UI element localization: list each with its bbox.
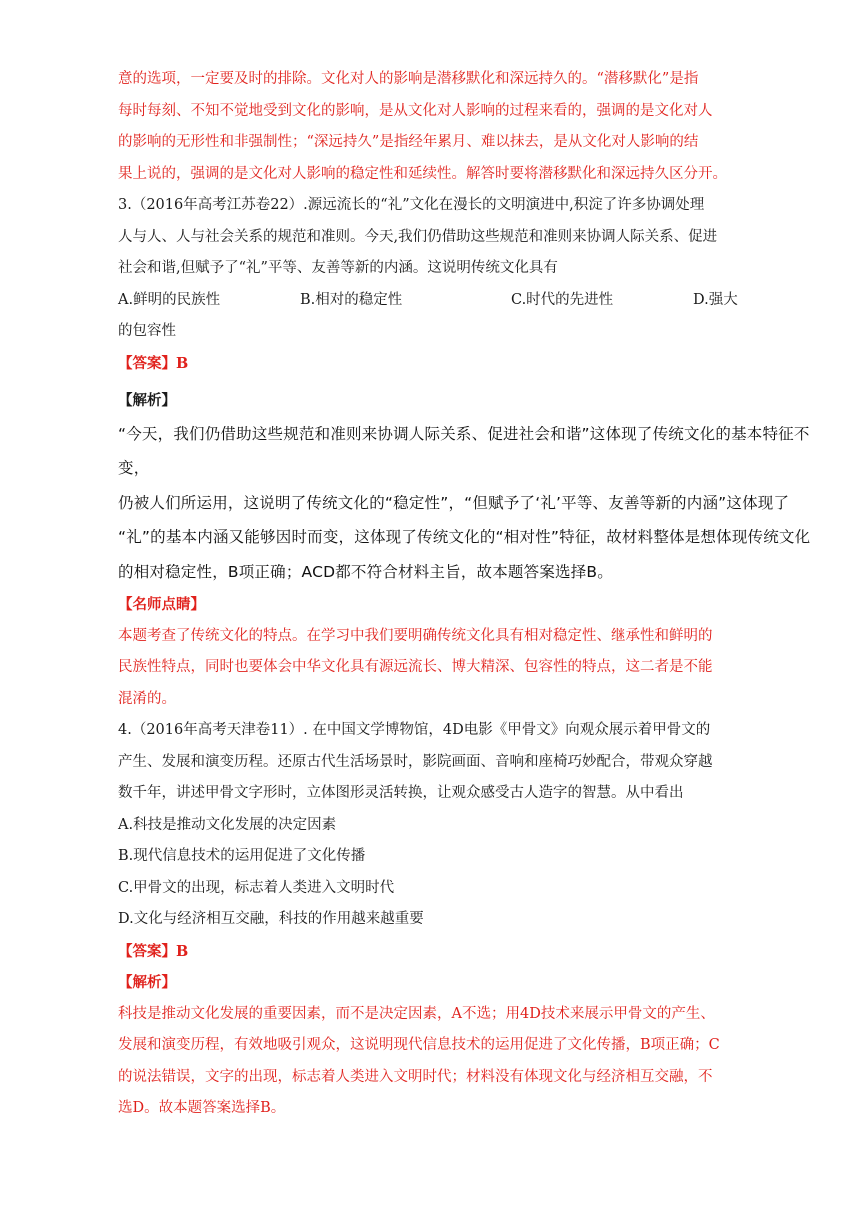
- option-a: A.鲜明的民族性: [118, 291, 221, 308]
- option-d-continuation: 的包容性: [118, 323, 176, 339]
- analysis-scan-line: 仍被人们所运用，这说明了传统文化的“稳定性”，“但赋予了‘礼’平等、友善等新的内涵”这体现了: [118, 493, 790, 512]
- question-3-stem: 3.（2016年高考江苏卷22）.源远流长的“礼”文化在漫长的文明演进中,积淀了许多协调处理: [118, 197, 705, 213]
- question-4-stem: 数千年，讲述甲骨文字形时，立体图形灵活转换，让观众感受古人造字的智慧。从中看出: [118, 785, 684, 801]
- question-3-stem: 社会和谐,但赋予了“礼”平等、友善等新的内涵。这说明传统文化具有: [118, 260, 558, 276]
- analysis-line: 的说法错误，文字的出现，标志着人类进入文明时代；材料没有体现文化与经济相互交融，不: [118, 1068, 713, 1085]
- option-c: C.时代的先进性: [511, 291, 614, 308]
- analysis-line: 选D。故本题答案选择B。: [118, 1100, 286, 1116]
- analysis-line: 发展和演变历程，有效地吸引观众，这说明现代信息技术的运用促进了文化传播，B项正确；C: [118, 1037, 720, 1053]
- analysis-scan-line: 的相对稳定性，B项正确；ACD都不符合材料主旨，故本题答案选择B。: [118, 562, 613, 581]
- analysis-line: 科技是推动文化发展的重要因素，而不是决定因素，A不选；用4D技术来展示甲骨文的产生、: [118, 1005, 715, 1022]
- question-4-stem: 4.（2016年高考天津卷11）. 在中国文学博物馆，4D电影《甲骨文》向观众展示着甲骨文的: [118, 722, 711, 738]
- teacher-note-label: 【名师点睛】: [118, 596, 205, 613]
- answer-label: 【答案】B: [118, 942, 189, 960]
- teacher-note-line: 混淆的。: [118, 690, 176, 707]
- option-b: B.现代信息技术的运用促进了文化传播: [118, 848, 366, 864]
- question-4-stem: 产生、发展和演变历程。还原古代生活场景时，影院画面、音响和座椅巧妙配合，带观众穿越: [118, 753, 713, 770]
- option-c: C.甲骨文的出现，标志着人类进入文明时代: [118, 879, 395, 896]
- analysis-scan-line: “礼”的基本内涵又能够因时而变，这体现了传统文化的“相对性”特征，故材料整体是想体现传统文化: [118, 528, 811, 546]
- option-a: A.科技是推动文化发展的决定因素: [118, 816, 337, 833]
- analysis-continuation-line: 果上说的，强调的是文化对人影响的稳定性和延续性。解答时要将潜移默化和深远持久区分开。: [118, 165, 727, 182]
- analysis-continuation-line: 意的选项，一定要及时的排除。文化对人的影响是潜移默化和深远持久的。“潜移默化”是指: [118, 71, 699, 87]
- document-page: [118, 64, 811, 1125]
- option-b: B.相对的稳定性: [300, 291, 403, 308]
- analysis-label: 【解析】: [118, 974, 176, 991]
- analysis-scan-line: “今天，我们仍借助这些规范和准则来协调人际关系、促进社会和谐”这体现了传统文化的基本特征不变，: [118, 424, 810, 477]
- analysis-continuation-line: 每时每刻、不知不觉地受到文化的影响，是从文化对人影响的过程来看的，强调的是文化对人: [118, 102, 713, 119]
- analysis-continuation-line: 的影响的无形性和非强制性；“深远持久”是指经年累月、难以抹去，是从文化对人影响的结: [118, 134, 699, 150]
- analysis-label: 【解析】: [118, 392, 176, 409]
- answer-label: 【答案】B: [118, 354, 189, 372]
- option-d: D.强大: [693, 291, 738, 308]
- teacher-note-line: 本题考查了传统文化的特点。在学习中我们要明确传统文化具有相对稳定性、继承性和鲜明的: [118, 627, 713, 644]
- option-d: D.文化与经济相互交融，科技的作用越来越重要: [118, 911, 424, 927]
- question-3-options: [118, 285, 744, 317]
- question-3-stem: 人与人、人与社会关系的规范和准则。今天,我们仍借助这些规范和准则来协调人际关系、促进: [118, 228, 718, 245]
- teacher-note-line: 民族性特点，同时也要体会中华文化具有源远流长、博大精深、包容性的特点，这二者是不能: [118, 659, 713, 675]
